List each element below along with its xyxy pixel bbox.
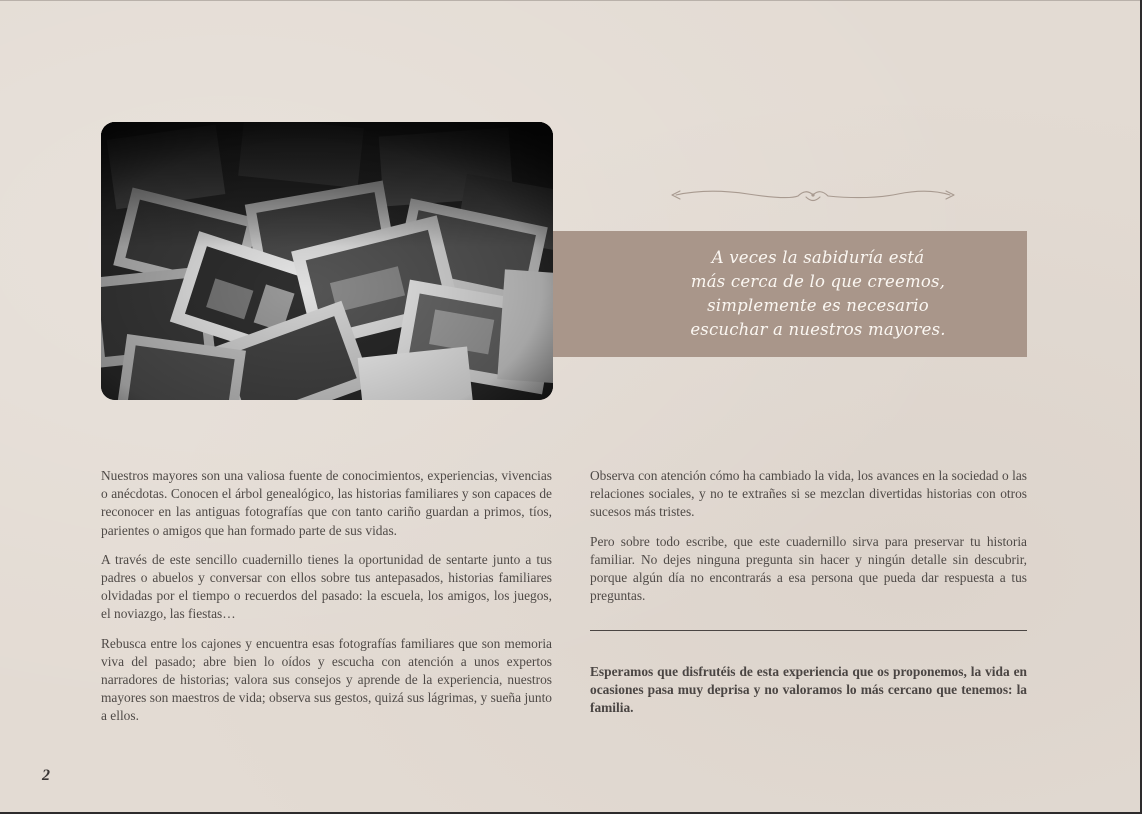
paragraph: A través de este sencillo cuadernillo tienes la oportunidad de sentarte junto a tus padres o abuelos y conversar con ellos sobre tus antepasados, historias familiares olvidadas por el tiempo o recuerdos del pasado: la escuela, los amigos, los juegos, el noviazgo, las fiestas…: [101, 551, 552, 622]
quote-line: más cerca de lo que creemos,: [690, 272, 946, 291]
flourish-divider-icon: [668, 184, 958, 206]
paragraph: Rebusca entre los cajones y encuentra esas fotografías familiares que son memoria viva del pasado; abre bien lo oídos y escucha con atención a unos expertos narradores de historias; valora sus consejos y aprende de la experiencia, nuestros mayores son maestros de vida; observa sus gestos, quizá sus lágrimas, y sueña junto a ellos.: [101, 635, 552, 724]
paragraph: Pero sobre todo escribe, que este cuadernillo sirva para preservar tu historia familiar. No dejes ninguna pregunta sin hacer y ningún detalle sin descubrir, porque algún día no encontrarás a esa persona que pueda dar respuesta a tus preguntas.: [590, 533, 1027, 604]
right-text-column: [590, 467, 1027, 616]
quote-line: escuchar a nuestros mayores.: [690, 320, 946, 339]
section-divider: [590, 630, 1027, 631]
quote-box: [553, 231, 1027, 357]
old-photographs-image: [101, 122, 553, 400]
quote-line: A veces la sabiduría está: [711, 248, 925, 267]
quote-text: [690, 246, 945, 342]
paragraph: Nuestros mayores son una valiosa fuente de conocimientos, experiencias, vivencias o anécdotas. Conocen el árbol genealógico, las historias familiares y son capaces de reconocer en las antiguas fotografías que con tanto cariño guardan a primos, tíos, parientes o amigos que han formado parte de sus vidas.: [101, 468, 552, 538]
closing-paragraph: Esperamos que disfrutéis de esta experiencia que os proponemos, la vida en ocasiones pasa muy deprisa y no valoramos lo más cercano que tenemos: la familia.: [590, 664, 1027, 716]
quote-line: simplemente es necesario: [707, 296, 929, 315]
page-edge-top: [0, 0, 1142, 1]
left-text-column: [101, 467, 552, 737]
page-number: 2: [42, 767, 50, 784]
paragraph: Observa con atención cómo ha cambiado la vida, los avances en la sociedad o las relaciones sociales, y no te extrañes si se mezclan divertidas historias con otros sucesos más tristes.: [590, 468, 1027, 520]
